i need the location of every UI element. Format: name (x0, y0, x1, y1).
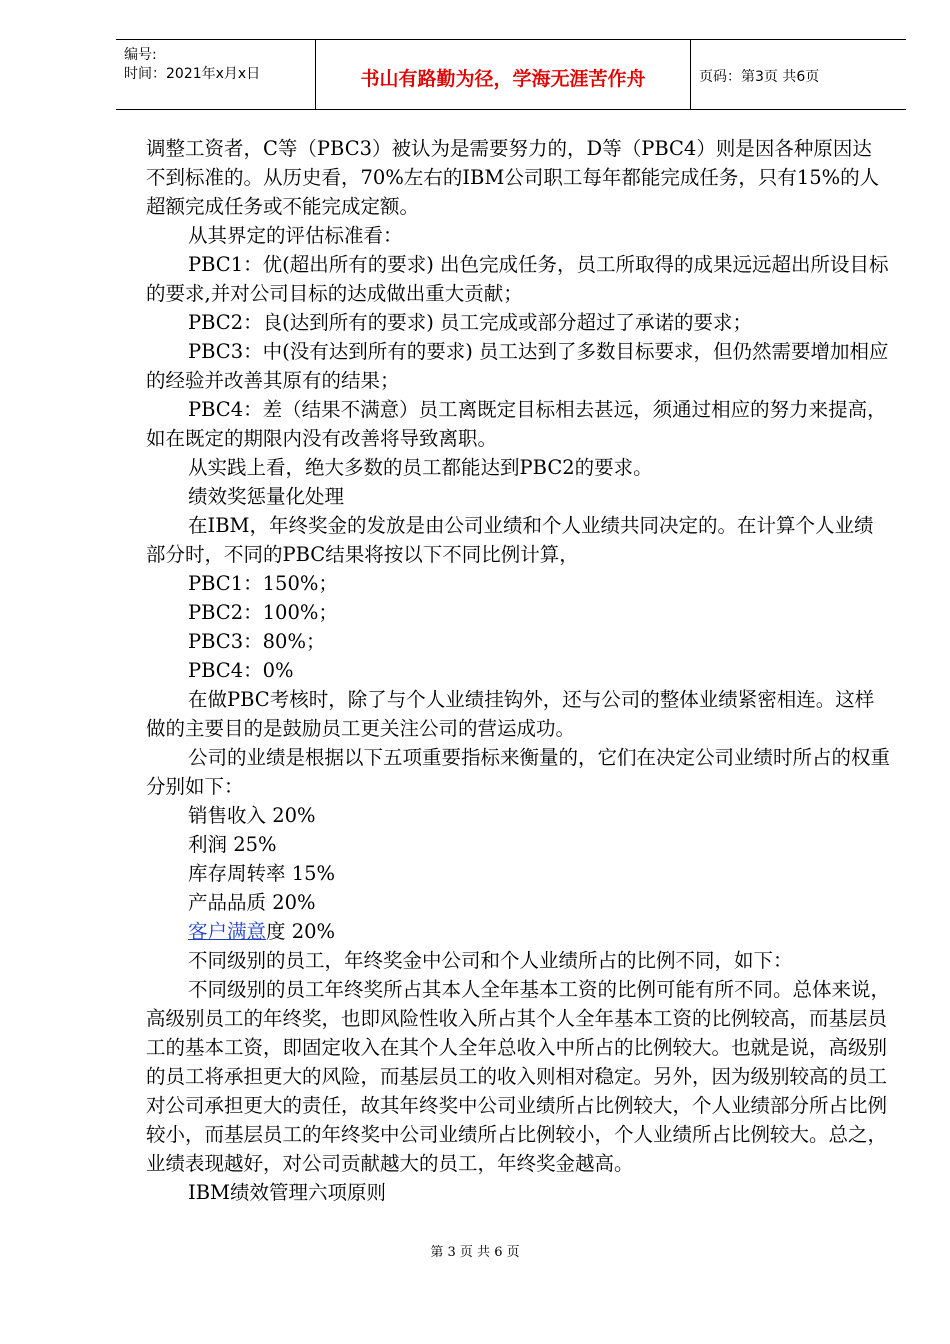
paragraph: 公司的业绩是根据以下五项重要指标来衡量的，它们在决定公司业绩时所占的权重分别如下： (146, 746, 891, 798)
list-item: PBC1：150%； (188, 572, 338, 595)
list-item: PBC3：80%； (188, 630, 326, 653)
paragraph: 调整工资者，C等（PBC3）被认为是需要努力的，D等（PBC4）则是因各种原因达不到标准的。从历史看，70%左右的IBM公司职工每年都能完成任务，只有15%的人超额完成任务或不能完成定额。 (146, 137, 880, 218)
paragraph: PBC2：良(达到所有的要求) 员工完成或部分超过了承诺的要求； (188, 311, 753, 334)
page-header (116, 39, 906, 110)
paragraph: 从实践上看，绝大多数的员工都能达到PBC2的要求。 (188, 456, 653, 479)
header-page-number: 页码：第3页 共6页 (699, 69, 820, 85)
document-body (146, 134, 891, 1207)
paragraph: 从其界定的评估标准看： (188, 224, 403, 247)
header-motto: 书山有路勤为径，学海无涯苦作舟 (360, 68, 646, 90)
section-heading: 绩效奖惩量化处理 (188, 485, 345, 508)
paragraph: PBC3：中(没有达到所有的要求) 员工达到了多数目标要求，但仍然需要增加相应的经验并改善其原有的结果； (146, 340, 889, 392)
paragraph: 在做PBC考核时，除了与个人业绩挂钩外，还与公司的整体业绩紧密相连。这样做的主要目的是鼓励员工更关注公司的营运成功。 (146, 688, 875, 740)
list-item: 利润 25% (188, 833, 277, 856)
section-heading: IBM绩效管理六项原则 (188, 1181, 386, 1204)
customer-satisfaction-link[interactable]: 客户满意 (188, 920, 267, 943)
header-page-cell (690, 40, 906, 109)
paragraph: 在IBM，年终奖金的发放是由公司业绩和个人业绩共同决定的。在计算个人业绩部分时，不同的PBC结果将按以下不同比例计算， (146, 514, 874, 566)
paragraph: PBC1：优(超出所有的要求) 出色完成任务，员工所取得的成果远远超出所设目标的要求,并对公司目标的达成做出重大贡献； (146, 253, 889, 305)
list-item (146, 917, 891, 946)
list-item: PBC2：100%； (188, 601, 338, 624)
list-item-text: 度 20% (266, 920, 336, 943)
document-time-label: 时间：2021年x月x日 (124, 66, 261, 82)
header-motto-cell (315, 40, 691, 109)
document-number-label: 编号: (124, 47, 157, 63)
header-meta-cell (116, 40, 315, 109)
list-item: 库存周转率 15% (188, 862, 336, 885)
paragraph: PBC4：差（结果不满意）员工离既定目标相去甚远，须通过相应的努力来提高，如在既定的期限内没有改善将导致离职。 (146, 398, 887, 450)
paragraph: 不同级别的员工年终奖所占其本人全年基本工资的比例可能有所不同。总体来说，高级别员工的年终奖，也即风险性收入所占其个人全年基本工资的比例较高，而基层员工的基本工资，即固定收入在其个人全年总收入中所占的比例较大。也就是说，高级别的员工将承担更大的风险，而基层员工的收入则相对稳定。另外，因为级别较高的员工对公司承担更大的责任，故其年终奖中公司业绩所占比例较大，个人业绩部分所占比例较小，而基层员工的年终奖中公司业绩所占比例较小，个人业绩所占比例较大。总之，业绩表现越好，对公司贡献越大的员工，年终奖金越高。 (146, 978, 891, 1175)
list-item: 产品品质 20% (188, 891, 316, 914)
list-item: 销售收入 20% (188, 804, 316, 827)
list-item: PBC4：0% (188, 659, 294, 682)
page-footer: 第 3 页 共 6 页 (430, 1245, 520, 1260)
paragraph: 不同级别的员工，年终奖金中公司和个人业绩所占的比例不同，如下： (188, 949, 793, 972)
